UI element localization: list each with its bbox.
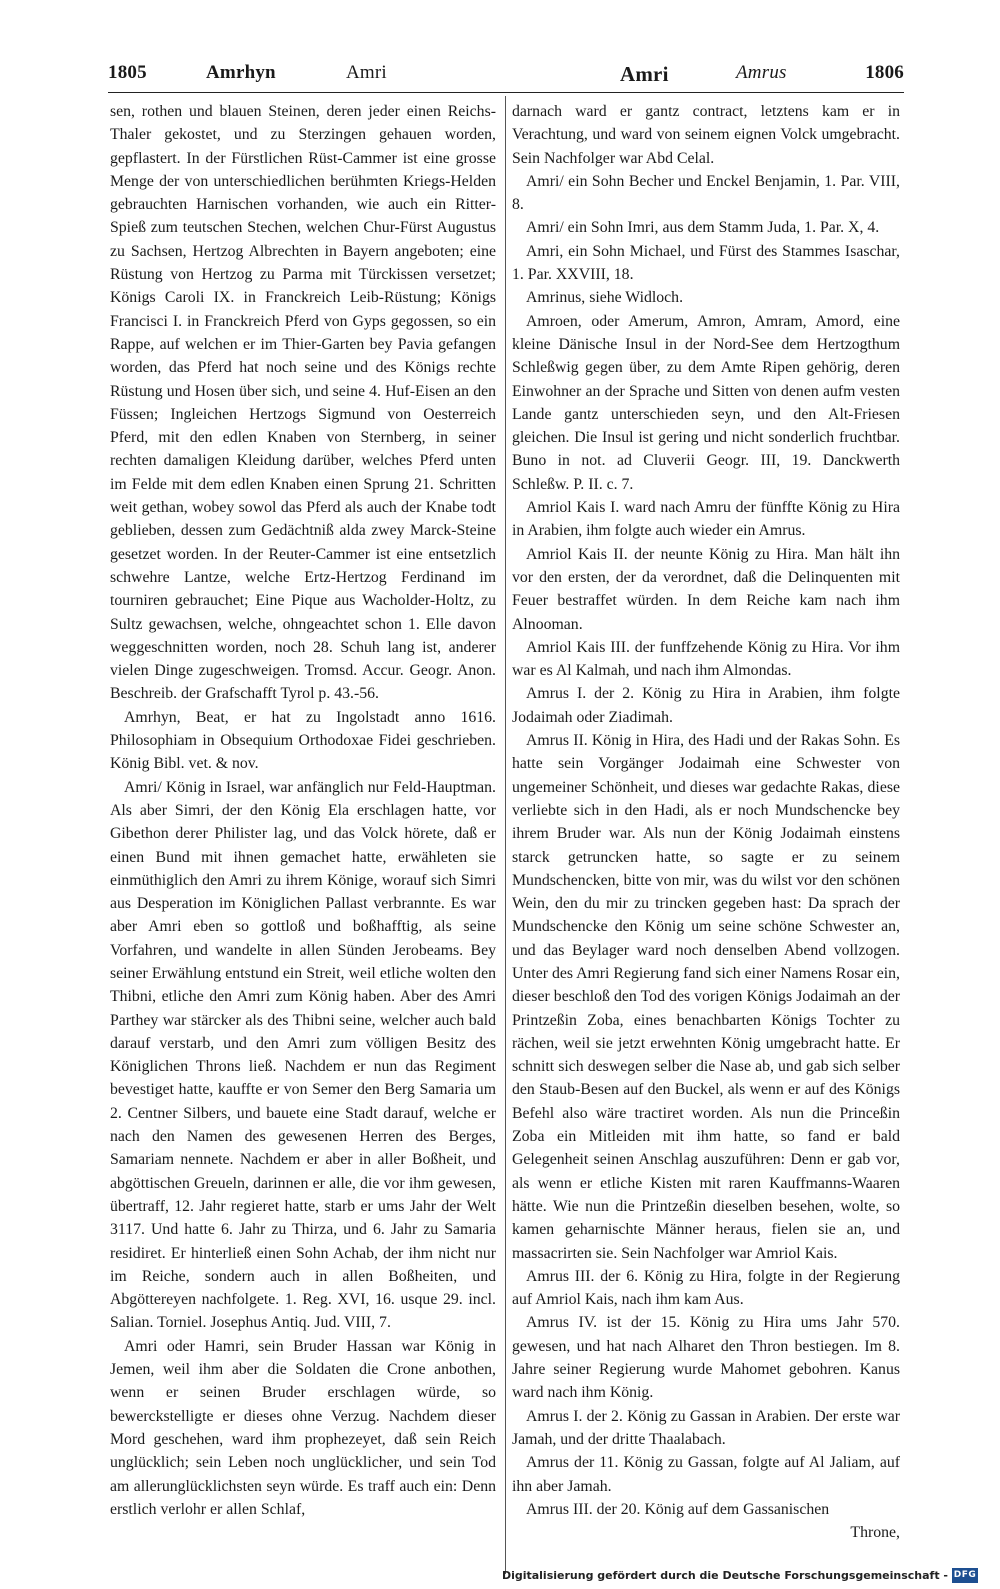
entry-amriol-kais-3: Amriol Kais III. der funffzehende König zu Hira. Vor ihm war es Al Kalmah, und nach ihm Almondas. <box>512 638 900 680</box>
running-head-right-1: Amri <box>620 62 669 86</box>
column-divider <box>505 96 506 1574</box>
left-column <box>110 100 496 1521</box>
dfg-logo-icon: DFG <box>952 1568 978 1583</box>
entry-amrus-4-hira: Amrus IV. ist der 15. König zu Hira ums Jahr 570. gewesen, und hat nach Alharet den Thron bestiegen. Im 8. Jahre seiner Regierung wurde Mahomet gebohren. Kanus ward nach ihm König. <box>512 1314 900 1402</box>
entry-amrus-1-hira: Amrus I. der 2. König zu Hira in Arabien, ihm folgte Jodaimah oder Ziadimah. <box>512 685 900 726</box>
credit-text: Digitalisierung gefördert durch die Deutsche Forschungsgemeinschaft - <box>501 1568 948 1582</box>
right-column <box>512 100 900 1544</box>
header-rule <box>108 92 904 93</box>
entry-amri-son-becher: Amri/ ein Sohn Becher und Enckel Benjamin, 1. Par. VIII, 8. <box>512 172 900 214</box>
entry-amri-hamri: Amri oder Hamri, sein Bruder Hassan war König in Jemen, weil ihm aber die Soldaten die Crone anbothen, wenn er seinen Bruder erschlagen würde, so bewerckstelligte er dieses ohne Verzug. Nachdem dieser Mord geschehen, ward ihm prophezeyet, daß sein Reich unglücklich; sein Leben noch unglücklicher, und sein Tod am allerunglücklichsten seyn würde. Es traff auch ein: Denn erstlich verlohr er allen Schlaf, <box>110 1337 496 1518</box>
entry-amri-hamri-continued: darnach ward er gantz contract, letztens kam er in Verachtung, und ward von seinem eignen Volck umgebracht. Sein Nachfolger war Abd Celal. <box>512 103 900 167</box>
entry-amrinus: Amrinus, siehe Widloch. <box>526 289 684 307</box>
entry-amrus-1-gassan: Amrus I. der 2. König zu Gassan in Arabien. Der erste war Jamah, und der dritte Thaalabach. <box>512 1407 900 1448</box>
entry-amroen: Amroen, oder Amerum, Amron, Amram, Amord, eine kleine Dänische Insul in der Nord-See dem Hertzogthum Schleßwig gegen über, zu dem Amte Ripen gehörig, deren Einwohner an der Sprache und Sitten von denen aufm vesten Lande gantz unterschieden seyn, und den Alt-Friesen gleichen. Die Insul ist gering und nicht sonderlich fruchtbar. Buno in not. ad Cluverii Geogr. III, 19. Danckwerth Schleßw. P. II. c. 7. <box>512 312 900 493</box>
catchword: Throne, <box>850 1524 900 1542</box>
entry-amriol-kais-2: Amriol Kais II. der neunte König zu Hira. Man hält ihn vor den ersten, der da verordnet, daß die Delinquenten mit Feuer bestraffet würden. In dem Reiche kam nach ihm Alnooman. <box>512 545 900 633</box>
entry-amri-son-michael: Amri, ein Sohn Michael, und Fürst des Stammes Isaschar, 1. Par. XXVIII, 18. <box>512 242 900 284</box>
entry-amri-king-israel: Amri/ König in Israel, war anfänglich nur Feld-Hauptman. Als aber Simri, der den König Ela erschlagen hatte, vor Gibethon derer Philister lag, und das Volck hörete, daß er einen Bund mit ihnen gemachet hatte, erwähleten sie einmüthiglich den Amri zu ihrem Könige, worauf sich Simri aus Desperation im Königlichen Pallast verbrannte. Es war aber Amri eben so gottloß und boßhafftig, als seine Vorfahren, und wandelte in allen Sünden Jerobeams. Bey seiner Erwählung entstund ein Streit, weil etliche wolten den Thibni, etliche den Amri zum König haben. Aber des Amri Parthey war stärcker als des Thibni seine, welcher auch bald darauf verstarb, und den Amri zum völligen Besitz des Königlichen Throns ließ. Nachdem er nun das Regiment bevestiget hatte, kauffte er von Semer den Berg Samaria um 2. Centner Silbers, und bauete eine Stadt darauf, welche er nach den Namen des gewesenen Herren des Berges, Samariam nennete. Nachdem er aber in aller Boßheit, und abgöttischen Greueln, darinnen er alle, die vor ihm gewesen, übertraff, 12. Jahr regieret hatte, starb er ums Jahr der Welt 3117. Und hatte 6. Jahr zu Thirza, und 6. Jahr zu Samaria residiret. Er hinterließ einen Sohn Achab, der ihm nicht nur im Reiche, sondern auch in allen Boßheiten, und Abgöttereyen nachfolgete. 1. Reg. XVI, 16. usque 29. incl. Salian. Torniel. Josephus Antiq. Jud. VIII, 7. <box>110 778 496 1332</box>
page-number-right: 1806 <box>865 62 904 83</box>
running-head-right-2: Amrus <box>736 62 787 83</box>
entry-amrus-3-hira: Amrus III. der 6. König zu Hira, folgte in der Regierung auf Amriol Kais, nach ihm kam Aus. <box>512 1267 900 1309</box>
entry-amrhyn: Amrhyn, Beat, er hat zu Ingolstadt anno 1616. Philosophiam in Obsequium Orthodoxae Fidei geschrieben. König Bibl. vet. & nov. <box>110 708 496 773</box>
page-number-left: 1805 <box>108 62 147 83</box>
running-head-left-2: Amri <box>346 62 387 83</box>
digitization-credit <box>502 1566 978 1584</box>
entry-amriol-kais-1: Amriol Kais I. ward nach Amru der fünffte König zu Hira in Arabien, ihm folgte auch wieder ein Amrus. <box>512 499 900 540</box>
page-header <box>108 62 904 92</box>
entry-amri-son-imri: Amri/ ein Sohn Imri, aus dem Stamm Juda, 1. Par. X, 4. <box>526 219 880 237</box>
running-head-left-1: Amrhyn <box>206 62 276 83</box>
entry-amrus-3-gassan: Amrus III. der 20. König auf dem Gassanischen <box>526 1500 830 1518</box>
entry-tyrol-continued: sen, rothen und blauen Steinen, deren jeder einen Reichs-Thaler gekostet, und zu Sterzingen gehauen worden, gepflastert. In der Fürstlichen Rüst-Cammer ist eine grosse Menge der von unterschiedlichen berühmten Kriegs-Helden gebrauchten Harnischen vorhanden, wie auch ein Ritter-Spieß zum teutschen Stechen, welchen Chur-Fürst Augustus zu Sachsen, Hertzog Albrechten in Bayern angeboten; eine Rüstung von Hertzog zu Parma mit Türckissen versetzet; Königs Caroli IX. in Franckreich Leib-Rüstung; Königs Francisci I. in Franckreich Pferd von Gyps gegossen, so ein Rappe, auf welchen er im Thier-Garten bey Pavia gefangen worden, das Pferd hat noch seine und des Königs rechte Rüstung und Hosen über sich, und seine 4. Huf-Eisen an den Füssen; Ingleichen Hertzogs Sigmund von Oesterreich Pferd, mit den edlen Knaben von Sternberg, in seiner rechten damaligen Kleidung darüber, welches Pferd unten im Felde mit dem edlen Knaben einen Sprung 21. Schritten weit gethan, wobey sowol das Pferd als auch der Knabe todt geblieben, dessen zum Gedächtniß alda zwey Marck-Steine gesetzet worden. In der Reuter-Cammer ist eine entsetzlich schwehre Lantze, welche Ertz-Hertzog Ferdinand im tourniren gebrauchet; Eine Pique aus Wacholder-Holtz, zu Sultz gewachsen, welche, ohngeachtet schon 1. Elle davon weggeschnitten worden, noch 28. Schuh lang ist, anderer vielen Dinge zugeschweigen. Tromsd. Accur. Geogr. Anon. Beschreib. der Grafschafft Tyrol p. 43.-56. <box>110 103 496 703</box>
entry-amrus-11-gassan: Amrus der 11. König zu Gassan, folgte auf Al Jaliam, auf ihn aber Jamah. <box>512 1454 900 1495</box>
entry-amrus-2-hira: Amrus II. König in Hira, des Hadi und der Rakas Sohn. Es hatte sein Vorgänger Jodaimah eine Schwester von ungemeiner Schönheit, und dieses war gedachte Rakas, diese verliebte sich in den Hadi, als er noch Mundschencke bey ihrem Bruder war. Als nun der König Jodaimah einstens starck getruncken hatte, so sagte er zu seinem Mundschencken, bitte von mir, was du wilst vor den schönen Wein, den du mir zu trincken gegeben hast: Da sprach der Mundschencke den König um seine schöne Schwester an, und das Beylager ward noch denselben Abend vollzogen. Unter des Amri Regierung fand sich einer Namens Rosar ein, dieser beschloß den Tod des vorigen Königs Jodaimah an der Printzeßin Zoba, eines benachbarten Königs Tochter zu rächen, weil sie jetzt erwehnten König umgebracht hatte. Er schnitt sich deswegen selber die Nase ab, und gab sich selber den Staub-Besen auf den Buckel, als wenn er auf des Königs Befehl also wäre tractiret worden. Als nun die Princeßin Zoba ein Mitleiden mit ihm hatte, so fand er bald Gelegenheit seinen Anschlag auszuführen: Denn er gab vor, als wenn er etliche Kisten mit raren Kauffmanns-Waaren hätte. Wie nun die Printzeßin dieselben besehen, wolte, so kamen geharnischte Männer heraus, fielen sie an, und massacrirten sie. Sein Nachfolger war Amriol Kais. <box>512 732 900 1262</box>
